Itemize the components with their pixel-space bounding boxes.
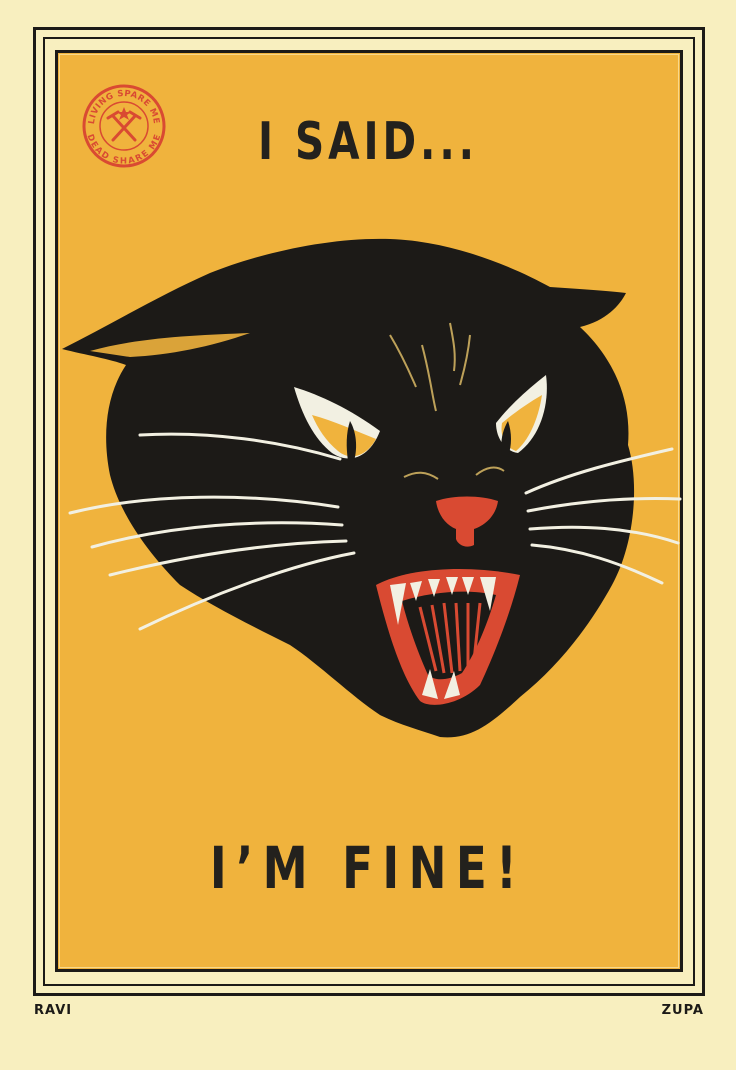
credit-left: RAVI — [34, 1003, 73, 1018]
headline-bottom: I’M FINE! — [209, 834, 527, 902]
angry-cat-illustration — [50, 225, 690, 755]
stamp-ring-text-top: LIVING SPARE ME — [86, 88, 162, 125]
credit-right: ZUPA — [661, 1003, 704, 1018]
stamp-ring-text-bottom: DEAD SHARE ME — [84, 132, 164, 167]
headline-top: I SAID... — [258, 112, 478, 172]
cat-head — [62, 239, 634, 738]
